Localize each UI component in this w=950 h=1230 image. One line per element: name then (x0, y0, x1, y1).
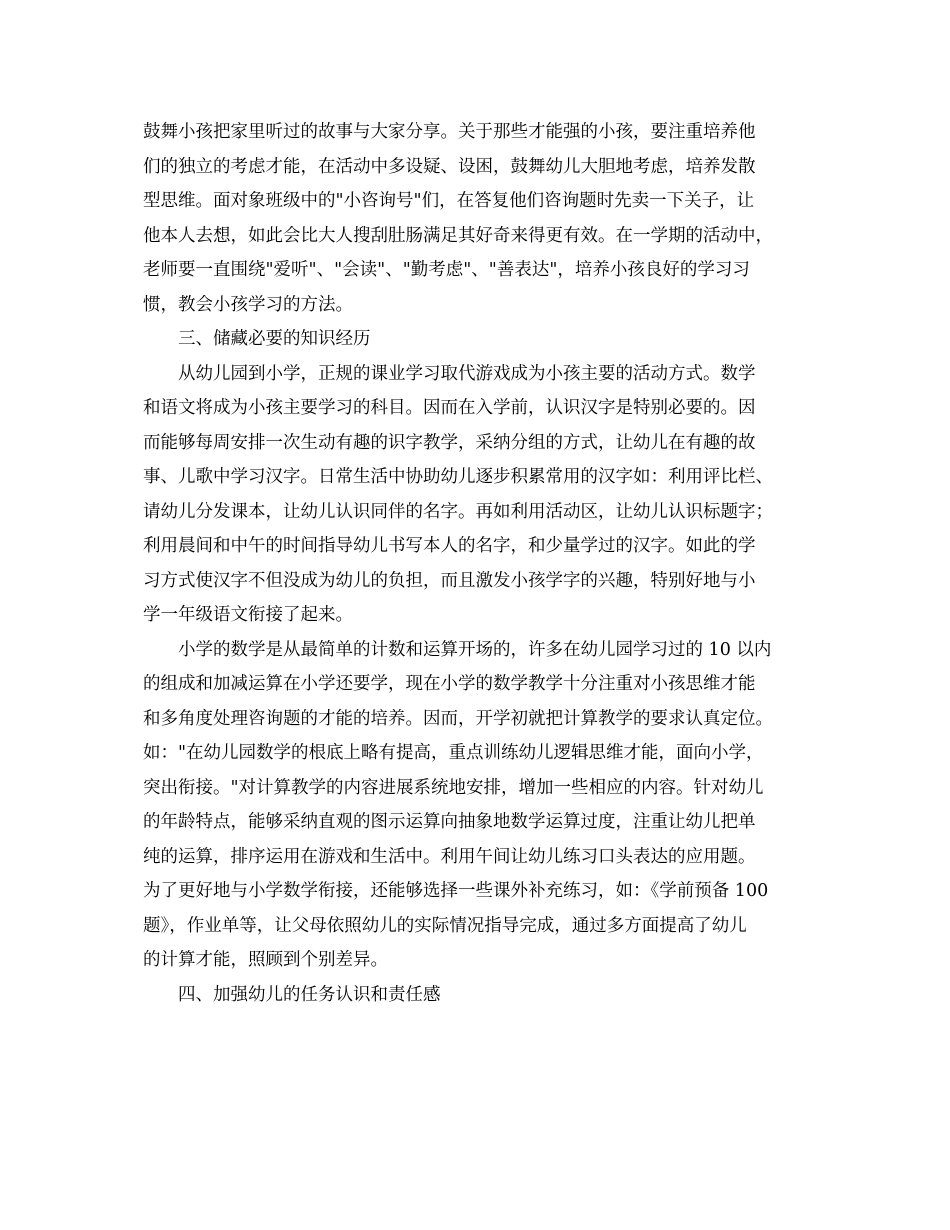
text-line: 型思维。面对象班级中的"小咨询号"们，在答复他们咨询题时先卖一下关子，让 (143, 191, 755, 211)
text-line: 请幼儿分发课本，让幼儿认识同伴的名字。再如利用活动区，让幼儿认识标题字； (143, 501, 773, 522)
text-line: 小学的数学是从最简单的计数和运算开场的，许多在幼儿园学习过的 10 以内 (143, 639, 772, 660)
text-line: 从幼儿园到小学，正规的课业学习取代游戏成为小孩主要的活动方式。数学 (143, 363, 756, 384)
text-line: 习方式使汉字不但没成为幼儿的负担，而且激发小孩学字的兴趣，特别好地与小 (143, 570, 756, 591)
text-line: 和多角度处理咨询题的才能的培养。因而，开学初就把计算教学的要求认真定位。 (143, 708, 773, 729)
text-line: 学一年级语文衔接了起来。 (143, 605, 353, 625)
text-line: 惯，教会小孩学习的方法。 (143, 294, 353, 315)
text-line: 们的独立的考虑才能，在活动中多设疑、设困，鼓舞幼儿大胆地考虑，培养发散 (143, 156, 756, 177)
text-line: 纯的运算，排序运用在游戏和生活中。利用午间让幼儿练习口头表达的应用题。 (143, 846, 756, 867)
text-line: 老师要一直围绕"爱听"、"会读"、"勤考虑"、"善表达"，培养小孩良好的学习习 (143, 260, 750, 280)
text-line: 他本人去想，如此会比大人搜刮肚肠满足其好奇来得更有效。在一学期的活动中， (143, 225, 773, 246)
text-line: 的组成和加减运算在小学还要学，现在小学的数学教学十分注重对小孩思维才能 (143, 674, 756, 694)
text-line: 题》，作业单等，让父母依照幼儿的实际情况指导完成，通过多方面提高了幼儿 (143, 915, 747, 936)
text-line: 利用晨间和中午的时间指导幼儿书写本人的名字，和少量学过的汉字。如此的学 (143, 536, 756, 556)
text-line: 的计算才能，照顾到个别差异。 (143, 950, 388, 970)
text-line: 如："在幼儿园数学的根底上略有提高，重点训练幼儿逻辑思维才能，面向小学， (143, 743, 764, 763)
text-line: 和语文将成为小孩主要学习的科目。因而在入学前，认识汉字是特别必要的。因 (143, 398, 756, 418)
text-line: 鼓舞小孩把家里听过的故事与大家分享。关于那些才能强的小孩，要注重培养他 (143, 122, 756, 142)
text-line: 而能够每周安排一次生动有趣的识字教学，采纳分组的方式，让幼儿在有趣的故 (143, 432, 756, 453)
body-text (143, 115, 811, 1012)
text-line: 突出衔接。"对计算教学的内容进展系统地安排，增加一些相应的内容。针对幼儿 (143, 777, 764, 798)
text-line: 事、儿歌中学习汉字。日常生活中协助幼儿逐步积累常用的汉字如：利用评比栏、 (143, 467, 773, 487)
section-heading: 三、储藏必要的知识经历 (143, 329, 371, 349)
text-line: 的年龄特点，能够采纳直观的图示运算向抽象地数学运算过度，注重让幼儿把单 (143, 812, 756, 832)
section-heading: 四、加强幼儿的任务认识和责任感 (143, 984, 441, 1005)
text-line: 为了更好地与小学数学衔接，还能够选择一些课外补充练习，如：《学前预备 100 (143, 881, 769, 901)
